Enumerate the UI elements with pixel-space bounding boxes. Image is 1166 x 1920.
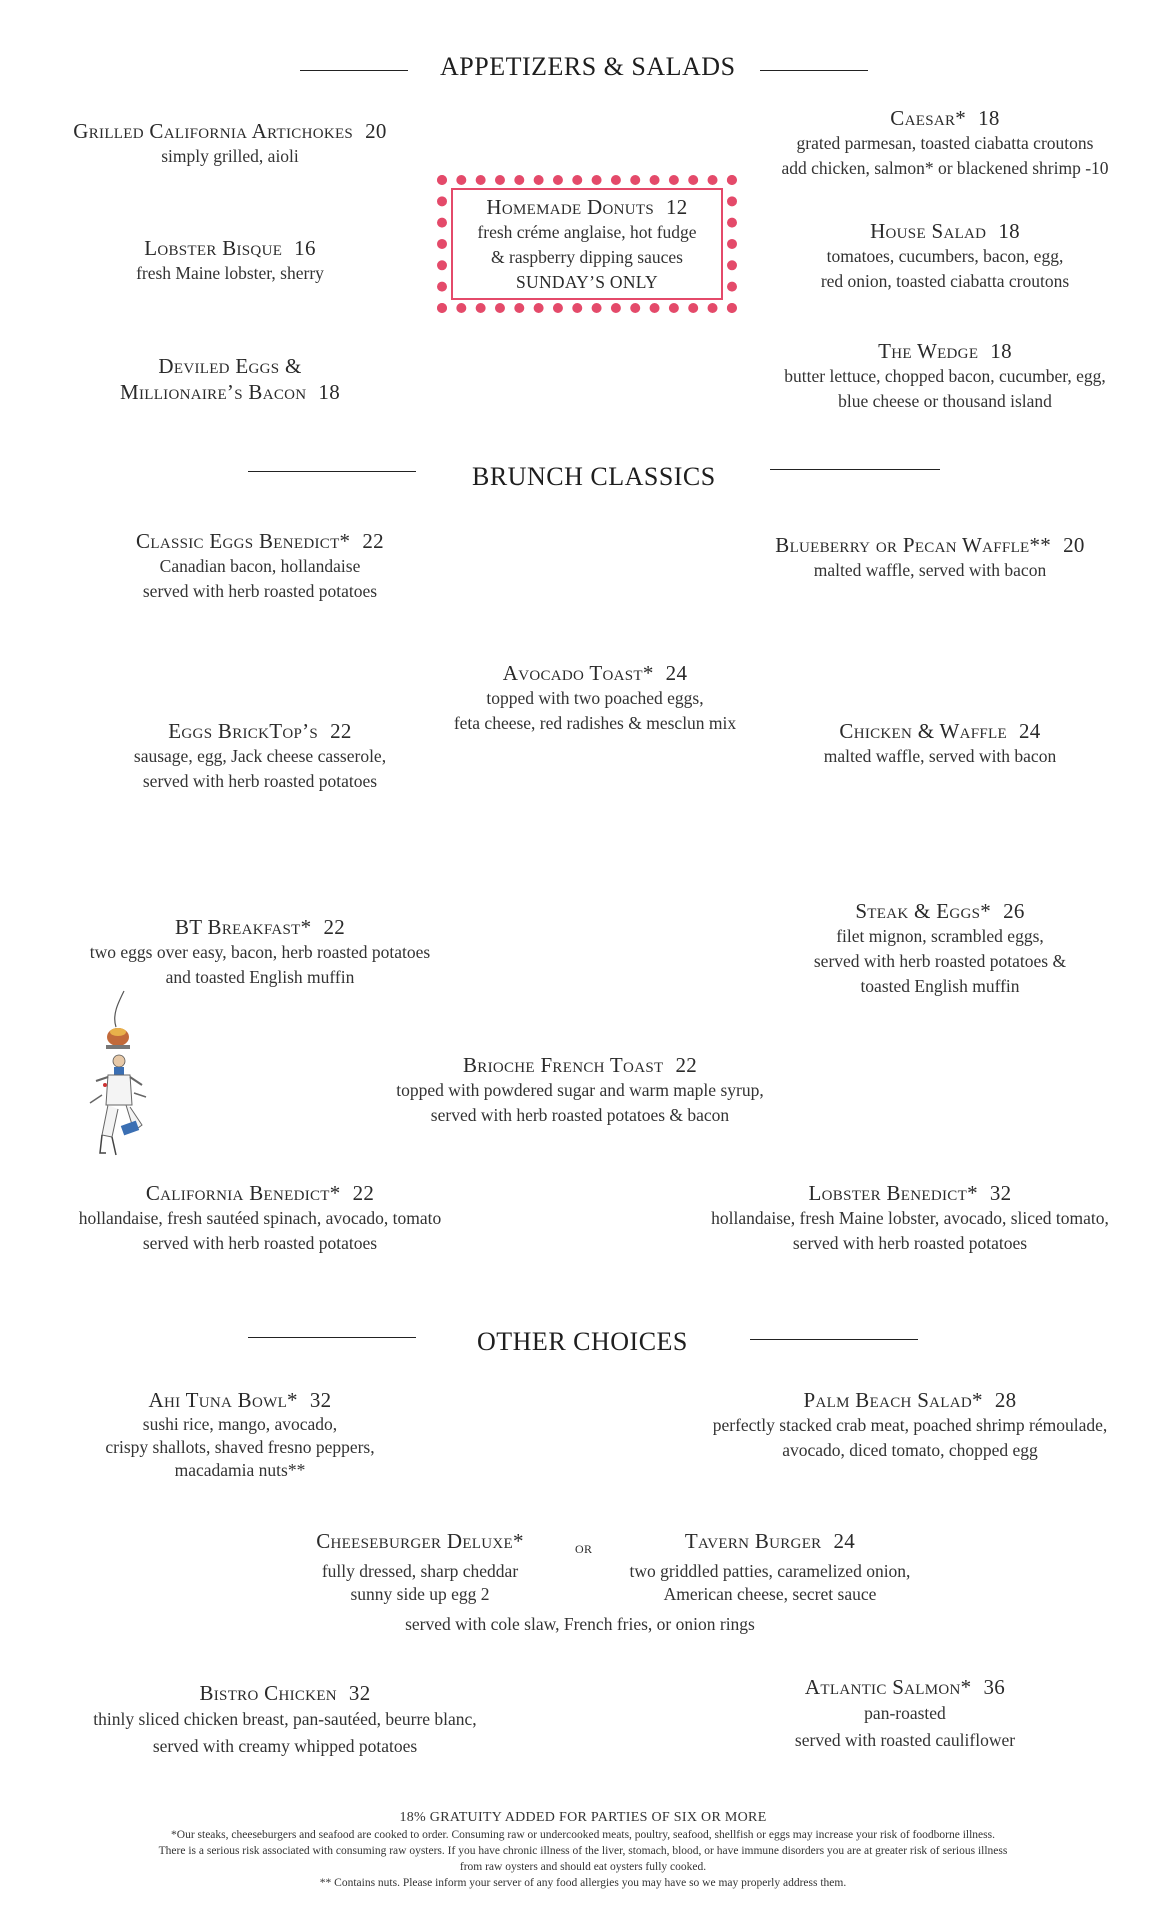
item-name: Palm Beach Salad*	[803, 1388, 983, 1412]
menu-item-lobster-benedict	[680, 1180, 1140, 1256]
item-desc: malted waffle, served with bacon	[823, 746, 1057, 766]
or-separator: or	[575, 1538, 593, 1557]
item-desc: malted waffle, served with bacon	[813, 560, 1047, 580]
section-title-appetizers: APPETIZERS & SALADS	[440, 52, 736, 81]
item-desc: hollandaise, fresh Maine lobster, avocado, sliced tomato,	[711, 1208, 1109, 1228]
item-name: BT Breakfast*	[174, 915, 312, 939]
item-desc: blue cheese or thousand island	[838, 391, 1052, 411]
item-name: Blueberry or Pecan Waffle**	[775, 533, 1052, 557]
item-desc: served with herb roasted potatoes	[142, 1233, 378, 1253]
menu-item-steak-eggs	[740, 898, 1140, 999]
item-desc: fresh créme anglaise, hot fudge	[477, 222, 697, 242]
item-desc: two eggs over easy, bacon, herb roasted potatoes	[89, 942, 431, 962]
menu-item-bistro-chicken	[60, 1680, 510, 1760]
footer-note: ** Contains nuts. Please inform your server of any food allergies you may have so we may properly address them.	[319, 1877, 847, 1889]
item-price: 24	[1018, 719, 1041, 743]
item-name: Chicken & Waffle	[839, 719, 1007, 743]
item-price: 18	[990, 339, 1012, 363]
item-name: California Benedict*	[145, 1181, 341, 1205]
divider-left	[248, 1337, 416, 1338]
item-desc: topped with two poached eggs,	[486, 688, 704, 708]
item-name: Cheeseburger Deluxe*	[316, 1529, 524, 1553]
item-desc: fresh Maine lobster, sherry	[136, 263, 324, 283]
item-price: 22	[323, 915, 346, 939]
chef-illustration-icon	[82, 985, 154, 1165]
footer-notes	[60, 1809, 1106, 1891]
item-name: Brioche French Toast	[462, 1053, 664, 1077]
section-brunch	[0, 458, 1166, 498]
divider-right	[760, 70, 868, 71]
footer-note: There is a serious risk associated with consuming raw oysters. If you have chronic illness of the liver, stomach, blood, or have immune disorders you are at greater risk of serious illness	[158, 1845, 1008, 1857]
menu-item-bt-breakfast	[60, 914, 460, 990]
section-appetizers	[0, 50, 1166, 90]
item-price: 22	[352, 1181, 375, 1205]
menu-item-lobster-bisque	[30, 235, 430, 286]
item-price: 32	[989, 1181, 1012, 1205]
burger-sides-note: served with cole slaw, French fries, or onion rings	[405, 1614, 755, 1634]
item-price: 22	[330, 719, 352, 743]
menu-item-homemade-donuts	[437, 194, 737, 295]
item-desc: served with herb roasted potatoes & bacon	[430, 1105, 730, 1125]
item-desc: sausage, egg, Jack cheese casserole,	[133, 746, 387, 766]
item-name: Deviled Eggs &	[158, 354, 302, 378]
item-desc: avocado, diced tomato, chopped egg	[782, 1440, 1038, 1460]
item-desc: add chicken, salmon* or blackened shrimp -10	[781, 158, 1109, 178]
menu-item-artichokes	[30, 118, 430, 169]
item-desc: served with herb roasted potatoes &	[813, 951, 1067, 971]
menu-item-deviled-eggs	[30, 353, 430, 405]
item-name: Bistro Chicken	[199, 1681, 337, 1705]
item-desc: sunny side up egg 2	[350, 1584, 490, 1604]
item-price: 24	[833, 1529, 856, 1553]
section-title-brunch: BRUNCH CLASSICS	[472, 462, 716, 491]
menu-item-atlantic-salmon	[705, 1674, 1105, 1754]
section-title-other: OTHER CHOICES	[477, 1327, 688, 1356]
item-name: Eggs BrickTop’s	[168, 719, 319, 743]
item-desc: two griddled patties, caramelized onion,	[629, 1561, 911, 1581]
item-desc: red onion, toasted ciabatta croutons	[820, 271, 1070, 291]
menu-item-the-wedge	[745, 338, 1145, 414]
item-name: Steak & Eggs*	[855, 899, 992, 923]
item-desc: feta cheese, red radishes & mesclun mix	[453, 713, 737, 733]
footer-note: from raw oysters and should eat oysters fully cooked.	[459, 1861, 707, 1873]
item-name: Classic Eggs Benedict*	[136, 529, 351, 553]
sunday-only-note: SUNDAY’S ONLY	[515, 272, 658, 292]
item-desc: Canadian bacon, hollandaise	[159, 556, 361, 576]
item-price: 18	[318, 380, 341, 404]
menu-item-house-salad	[745, 218, 1145, 294]
item-price: 24	[665, 661, 688, 685]
footer-note: *Our steaks, cheeseburgers and seafood are cooked to order. Consuming raw or undercooked meats, poultry, seafood, shellfish or eggs may increase your risk of foodborne illness.	[171, 1829, 995, 1841]
item-desc: tomatoes, cucumbers, bacon, egg,	[826, 246, 1064, 266]
menu-item-waffle	[730, 532, 1130, 583]
item-name: Millionaire’s Bacon	[119, 380, 307, 404]
item-price: 22	[362, 529, 384, 553]
menu-item-palm-beach-salad	[680, 1387, 1140, 1463]
menu-item-california-benedict	[40, 1180, 480, 1256]
menu-item-caesar	[745, 105, 1145, 181]
divider-right	[770, 469, 940, 470]
menu-item-brioche-french-toast	[300, 1052, 860, 1128]
item-name: Homemade Donuts	[486, 195, 654, 219]
item-price: 32	[348, 1681, 371, 1705]
item-price: 20	[365, 119, 387, 143]
item-desc: American cheese, secret sauce	[663, 1584, 877, 1604]
menu-item-chicken-waffle	[740, 718, 1140, 769]
item-desc: served with roasted cauliflower	[794, 1730, 1016, 1750]
item-price: 12	[665, 195, 688, 219]
item-name: House Salad	[870, 219, 987, 243]
item-price: 36	[983, 1675, 1006, 1699]
item-name: Lobster Bisque	[144, 236, 283, 260]
item-desc: & raspberry dipping sauces	[491, 247, 683, 267]
divider-left	[300, 70, 408, 71]
item-desc: butter lettuce, chopped bacon, cucumber, egg,	[784, 366, 1106, 386]
item-desc: hollandaise, fresh sautéed spinach, avocado, tomato	[78, 1208, 442, 1228]
item-desc: thinly sliced chicken breast, pan-sautéed, beurre blanc,	[93, 1709, 477, 1729]
item-desc: macadamia nuts**	[174, 1460, 306, 1480]
item-desc: served with herb roasted potatoes	[142, 771, 378, 791]
divider-right	[750, 1339, 918, 1340]
item-price: 22	[675, 1053, 698, 1077]
menu-item-eggs-bricktops	[60, 718, 460, 794]
menu-item-cheeseburger-deluxe	[280, 1528, 560, 1606]
gratuity-note: 18% GRATUITY ADDED FOR PARTIES OF SIX OR MORE	[399, 1810, 767, 1825]
item-price: 26	[1003, 899, 1025, 923]
divider-left	[248, 471, 416, 472]
section-other	[0, 1323, 1166, 1363]
item-desc: pan-roasted	[864, 1703, 946, 1723]
item-desc: toasted English muffin	[860, 976, 1020, 996]
menu-item-ahi-tuna-bowl	[40, 1387, 440, 1482]
item-price: 28	[994, 1388, 1017, 1412]
item-name: Ahi Tuna Bowl*	[148, 1388, 298, 1412]
item-name: Atlantic Salmon*	[804, 1675, 972, 1699]
item-name: Lobster Benedict*	[808, 1181, 978, 1205]
item-desc: sushi rice, mango, avocado,	[142, 1414, 338, 1434]
item-name: Tavern Burger	[684, 1529, 822, 1553]
item-desc: fully dressed, sharp cheddar	[321, 1561, 519, 1581]
item-desc: filet mignon, scrambled eggs,	[836, 926, 1044, 946]
item-desc: perfectly stacked crab meat, poached shrimp rémoulade,	[712, 1415, 1108, 1435]
item-desc: served with herb roasted potatoes	[792, 1233, 1028, 1253]
item-desc: crispy shallots, shaved fresno peppers,	[105, 1437, 375, 1457]
item-desc: grated parmesan, toasted ciabatta croutons	[796, 133, 1094, 153]
item-price: 16	[294, 236, 316, 260]
item-name: Caesar*	[890, 106, 967, 130]
item-price: 32	[309, 1388, 332, 1412]
item-name: Grilled California Artichokes	[73, 119, 354, 143]
item-price: 20	[1063, 533, 1085, 557]
menu-item-classic-eggs-benedict	[60, 528, 460, 604]
item-desc: served with creamy whipped potatoes	[152, 1736, 418, 1756]
item-desc: simply grilled, aioli	[161, 146, 299, 166]
item-desc: topped with powdered sugar and warm maple syrup,	[396, 1080, 764, 1100]
item-desc: served with herb roasted potatoes	[142, 581, 378, 601]
item-price: 18	[998, 219, 1020, 243]
item-desc: and toasted English muffin	[165, 967, 355, 987]
item-name: The Wedge	[878, 339, 979, 363]
menu-item-tavern-burger	[600, 1528, 940, 1606]
item-name: Avocado Toast*	[502, 661, 654, 685]
item-price: 18	[978, 106, 1000, 130]
